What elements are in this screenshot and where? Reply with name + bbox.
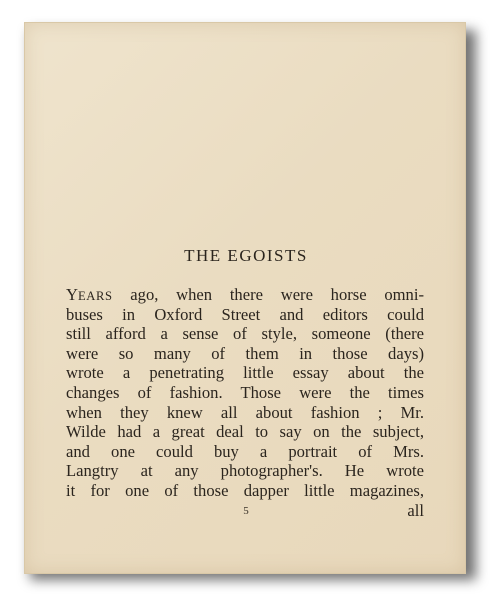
text-line-8: Wilde had a great deal to say on the subject,: [66, 422, 424, 442]
text-line-1-rest: ago, when there were horse omni-: [112, 285, 424, 304]
small-caps-rest: EARS: [77, 289, 113, 303]
catchword: all: [407, 500, 424, 520]
text-line-2: buses in Oxford Street and editors could: [66, 304, 424, 324]
chapter-title: THE EGOISTS: [184, 246, 308, 265]
text-line-5: wrote a penetrating little essay about the: [66, 363, 424, 383]
text-line-6: changes of fashion. Those were the times: [66, 382, 424, 402]
text-line-11: it for one of those dapper little magazines,: [66, 480, 424, 500]
text-line-7: when they knew all about fashion ; Mr.: [66, 402, 424, 422]
text-line-3: still afford a sense of style, someone (there: [66, 324, 424, 344]
page-number: 5: [243, 505, 249, 517]
text-line-10: Langtry at any photographer's. He wrote: [66, 461, 424, 481]
book-page: [24, 22, 466, 574]
small-caps-initial: Y: [66, 285, 78, 304]
text-line-4: were so many of them in those days): [66, 343, 424, 363]
text-line-1: [66, 285, 424, 305]
text-line-9: and one could buy a portrait of Mrs.: [66, 441, 424, 461]
body-text: [66, 285, 424, 520]
